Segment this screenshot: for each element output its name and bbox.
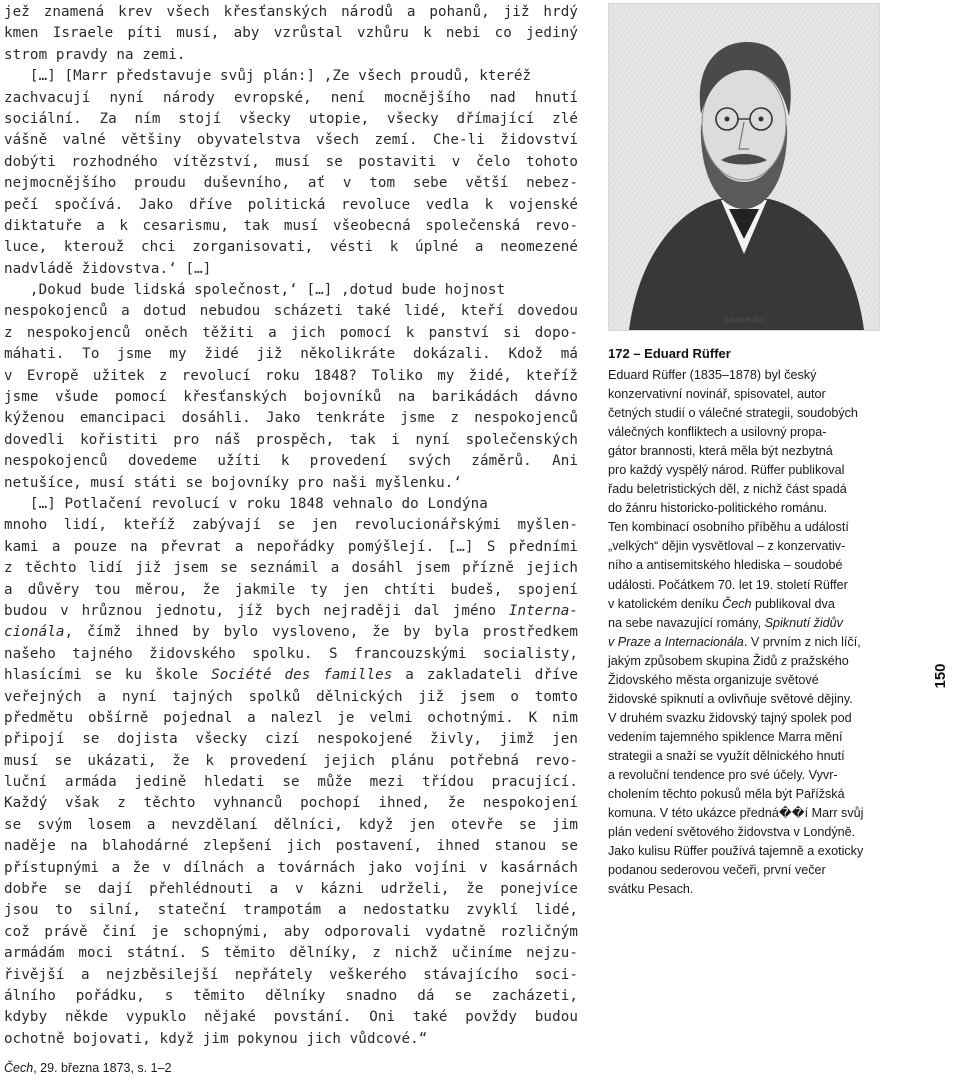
caption-line: četných studií o válečné strategii, soudobých — [608, 406, 858, 421]
text-line: a důvěry tou měrou, že jakmile ty jen chtíti budeš, spojení — [4, 581, 578, 598]
text-line: luční armáda jedině hledati se může mezi třídou pracující. — [4, 774, 578, 791]
text-line: předmětu obšírně pojednal a nalezl je velmi ochotnými. K nim — [4, 709, 578, 726]
plate-label: Eduard Rüffer — [723, 316, 765, 324]
caption-line: válečných konfliktech a usilovný propa- — [608, 425, 827, 440]
portrait-engraving — [608, 3, 880, 331]
caption-line: cholením těchto pokusů měla být Pařížská — [608, 787, 845, 802]
article-body — [4, 2, 578, 1050]
text-line: armádám moci státní. S těmito dělníky, z nichž učiníme nejzu- — [4, 945, 578, 962]
text-line: hlasícími se ku škole Société des familles a zakladateli dříve — [4, 667, 578, 684]
text-line: vášně valné většiny obyvatelstva všech zemí. Che-li židovství — [4, 132, 578, 149]
text-line: naděje na blahodárné zlepšení jich postavení, ihned stanou se — [4, 838, 578, 855]
text-line: budou v hrůznou jednotu, jíž bych nejraději dal jméno Interna- — [4, 602, 578, 619]
text-line: cionála, čímž ihned by bylo vysloveno, že by byla prostředkem — [4, 624, 578, 641]
text-line: Každý však z těchto vyhnanců pochopí ihned, že nespokojení — [4, 795, 578, 812]
caption-line: řadu beletristických děl, z nichž část spadá — [608, 482, 847, 497]
text-line: z nespokojenců oněch těžiti a jich pomocí k panství si dopo- — [4, 324, 578, 341]
page-number: 150 — [932, 663, 949, 689]
text-line: nespokojenců dovedeme užíti k provedení svých záměrů. Ani — [4, 453, 578, 470]
caption-line: gátor brannosti, která měla být nezbytná — [608, 444, 833, 459]
caption-line: svátku Pesach. — [608, 882, 694, 897]
caption-italic: Čech — [722, 596, 752, 611]
caption-line: pro každý vyspělý národ. Rüffer publikoval — [608, 463, 845, 478]
text-line: luce, kterouž chci zorganisovati, vésti k úplné a neomezené — [4, 239, 578, 256]
text-line: máhati. To jsme my židé již několikráte dokázali. Kdož má — [4, 346, 578, 363]
text-line: se svým losem a nevzdělaní dělníci, když jen otevře se jim — [4, 816, 578, 833]
text-line: jsou to silní, stateční trampotám a nedostatku zvyklí lidé, — [4, 902, 578, 919]
caption-line: do žánru historicko-politického románu. — [608, 501, 828, 516]
caption-italic: Spiknutí židův — [764, 615, 843, 630]
text-line: kmen Israele píti musí, aby vzrůstal vzhůru k nebi co jediný — [4, 25, 578, 42]
text-line: přístupnými a že v dílnách a továrnách jako vojíni v kasárnách — [4, 859, 578, 876]
text-line: […] Potlačení revolucí v roku 1848 vehnalo do Londýna — [4, 495, 488, 512]
caption-text: na sebe navazující romány, — [608, 615, 765, 630]
text-line: nadvládě židovstva.‘ […] — [4, 260, 212, 277]
text-line: nejmocnějšího proudu duševního, ať v tom sebe větší nebez- — [4, 175, 578, 192]
caption-line: Jako kulisu Rüffer používá tajemně a exoticky — [608, 844, 864, 859]
text-line: álního pořádku, s těmito dělníky snadno dá se zacházeti, — [4, 987, 578, 1004]
text-line: strom pravdy na zemi. — [4, 46, 186, 63]
source-details: , 29. března 1873, s. 1–2 — [33, 1061, 172, 1075]
text-line: musí se ukázati, že k provedení jejich plánu potřebná revo- — [4, 752, 578, 769]
italic-term: cionála — [4, 624, 65, 641]
italic-term: Société des familles — [211, 667, 393, 684]
caption-line: konzervativní novinář, spisovatel, autor — [608, 387, 826, 402]
caption-line: strategii a snaží se využít dělnického hnutí — [608, 748, 845, 763]
text-line: řivější a nejzběsilejší nepřátely veškerého stávajícího soci- — [4, 966, 578, 983]
caption-line: „velkých“ dějin vysvětloval – z konzervativ- — [608, 539, 846, 554]
text-line: jsme všude pomocí křesťanských bojovníků na barikádách dávno — [4, 389, 578, 406]
text-line: ochotně bojovati, když jim pokynou jich vůdcové.“ — [4, 1030, 428, 1047]
text-line: sociální. Za ním stojí všecky utopie, všecky dřímající zlé — [4, 110, 578, 127]
text-line: připojí se dojista všecky cizí nespokojené živly, jimž jen — [4, 731, 578, 748]
caption-line: jakým způsobem skupina Židů z pražského — [608, 653, 849, 668]
text-line: jež znamená krev všech křesťanských národů a pohanů, již hrdý — [4, 4, 578, 20]
caption-line: komuna. V této ukázce předná��í Marr svůj — [608, 806, 864, 821]
text-line: dobře se dají přehlédnouti a v kázni udrželi, že ponejvíce — [4, 881, 578, 898]
caption-title: 172 – Eduard Rüffer — [608, 346, 731, 361]
text-line: nespokojenců a dotud nebudou scházeti také lidé, kteří dovedou — [4, 303, 578, 320]
caption-line — [608, 595, 898, 614]
caption-line: Ten kombinací osobního příběhu a událostí — [608, 520, 849, 535]
text-line: dobýti rozhodného vítězství, musí se postaviti v čelo tohoto — [4, 153, 578, 170]
text-line: dovedli kořistiti pro náš prospěch, tak i nyní společenských — [4, 431, 578, 448]
text-line: netušíce, musí státi se bojovníky pro naši myšlenku.‘ — [4, 474, 463, 491]
caption-line: vedením tajemného spiklence Marra mění — [608, 729, 843, 744]
text-line: z těchto lidí již jsem se seznámil a dosáhl jsem přízně jejich — [4, 560, 578, 577]
portrait-illustration — [609, 4, 879, 330]
source-citation — [4, 1061, 171, 1075]
caption-line — [608, 614, 898, 633]
caption-line: V druhém svazku židovský tajný spolek pod — [608, 710, 852, 725]
caption-italic: v Praze a Internacionála — [608, 634, 744, 649]
text-line: […] [Marr představuje svůj plán:] ,Ze všech proudů, kteréž — [4, 68, 532, 85]
source-journal: Čech — [4, 1061, 34, 1075]
text-line: což právě činí je schopnými, aby odporovali vydatně rozličným — [4, 923, 578, 940]
caption-line: ního a antisemitského hlediska – soudobé — [608, 558, 843, 573]
text-line: v Evropě užitek z revolucí roku 1848? Toliko my židé, kteříž — [4, 367, 578, 384]
caption-text: . V prvním z nich líčí, — [743, 634, 861, 649]
italic-term: Interna- — [508, 602, 578, 619]
caption-line: Židovského města organizuje světové — [608, 672, 819, 687]
caption-text: v katolickém deníku — [608, 596, 723, 611]
caption-text: publikoval dva — [751, 596, 835, 611]
text-line: pečí spočívá. Jako dříve politická revoluce vedla k vojenské — [4, 196, 578, 213]
caption-line: Eduard Rüffer (1835–1878) byl český — [608, 368, 817, 382]
text-line: mnoho lidí, kteříž zabývají se jen revolucionářskými myšlen- — [4, 517, 578, 534]
caption-line: plán vedení světového židovstva v Londýně. — [608, 825, 856, 840]
text-line: veřejných a nyní tajných spolků dělnických již jsem o tomto — [4, 688, 578, 705]
caption-line: podanou sederovou večeři, první večer — [608, 863, 826, 878]
text-line: diktatuře a k cesarismu, tak musí všeobecná společenská revo- — [4, 217, 578, 234]
caption-line: události. Počátkem 70. let 19. století Rüffer — [608, 577, 848, 592]
text-line: kdyby někde vypuklo nějaké povstání. Oni také povždy budou — [4, 1009, 578, 1026]
text-line: našeho tajného židovského spolku. S francouzskými socialisty, — [4, 645, 578, 662]
caption-line — [608, 633, 898, 652]
text-line: kami a pouze na převrat a nepořádky pomýšlejí. […] S předními — [4, 538, 578, 555]
text-line: zachvacují nyní národy evropské, není mocnějšího nad hnutí — [4, 89, 578, 106]
caption-body — [608, 366, 898, 899]
caption-line: a revoluční tendence pro své účely. Vyvr- — [608, 767, 838, 782]
caption-line: židovské spiknutí a ovlivňuje světové dějiny. — [608, 691, 853, 706]
text-line: kýženou emancipaci dosáhli. Jako tenkráte jsme z nespokojenců — [4, 410, 578, 427]
text-line: ,Dokud bude lidská společnost,‘ […] ,dotud bude hojnost — [4, 282, 506, 299]
